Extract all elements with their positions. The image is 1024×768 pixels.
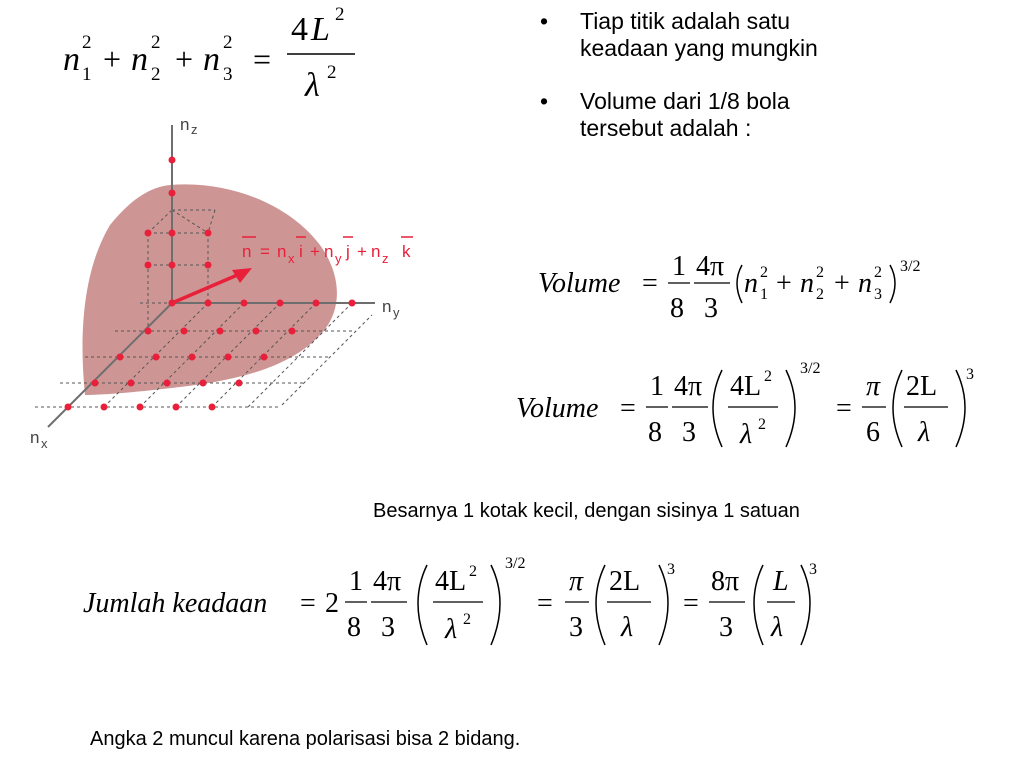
svg-text:3: 3 <box>223 64 233 85</box>
svg-text:2: 2 <box>151 64 161 85</box>
svg-text:4L: 4L <box>730 371 762 402</box>
svg-text:n: n <box>744 268 758 299</box>
svg-text:3: 3 <box>719 612 733 643</box>
svg-text:2: 2 <box>816 286 824 303</box>
bullet-dot: • <box>540 8 549 34</box>
svg-text:+: + <box>834 268 850 299</box>
svg-text:8: 8 <box>347 612 361 643</box>
svg-text:n: n <box>371 242 381 261</box>
svg-text:2: 2 <box>223 32 233 53</box>
svg-text:i: i <box>299 242 303 261</box>
svg-text:2: 2 <box>325 588 339 619</box>
svg-text:8: 8 <box>670 293 684 324</box>
svg-text:x: x <box>288 251 295 266</box>
svg-text:2: 2 <box>758 416 766 433</box>
svg-text:Volume: Volume <box>538 268 621 299</box>
equation-volume-2 <box>508 355 988 460</box>
svg-text:2: 2 <box>335 4 345 25</box>
svg-text:2: 2 <box>760 264 768 281</box>
svg-text:π: π <box>569 566 584 597</box>
label-ny: n <box>382 297 392 316</box>
svg-text:3: 3 <box>667 561 675 578</box>
svg-text:λ: λ <box>771 612 784 643</box>
svg-text:λ: λ <box>918 417 931 448</box>
svg-text:+: + <box>310 242 320 261</box>
svg-text:n: n <box>277 242 287 261</box>
svg-text:y: y <box>335 251 342 266</box>
svg-text:+: + <box>103 41 122 77</box>
bullet-text: Tiap titik adalah satu keadaan yang mungkin <box>580 8 818 61</box>
svg-text:Volume: Volume <box>516 393 599 424</box>
svg-text:λ: λ <box>445 614 458 645</box>
svg-text:3: 3 <box>682 417 696 448</box>
svg-text:λ: λ <box>740 419 753 450</box>
svg-text:λ: λ <box>305 67 320 104</box>
svg-text:j: j <box>346 242 350 261</box>
svg-text:2: 2 <box>327 62 337 83</box>
svg-text:4π: 4π <box>696 251 725 282</box>
svg-text:=: = <box>260 242 270 261</box>
svg-text:=: = <box>253 41 272 77</box>
eq1-n3: n <box>203 41 220 78</box>
polarization-note: Angka 2 muncul karena polarisasi bisa 2 bidang. <box>90 728 521 750</box>
svg-text:L: L <box>773 566 789 597</box>
svg-text:=: = <box>642 268 658 299</box>
eq1-n2: n <box>131 41 148 78</box>
sphere-octant-shape <box>83 184 337 395</box>
svg-text:λ: λ <box>621 612 634 643</box>
svg-text:8: 8 <box>648 417 662 448</box>
svg-text:2: 2 <box>463 611 471 628</box>
svg-text:n: n <box>858 268 872 299</box>
svg-text:z: z <box>382 251 389 266</box>
svg-text:3: 3 <box>966 366 974 383</box>
svg-text:2: 2 <box>151 32 161 53</box>
svg-text:1: 1 <box>760 286 768 303</box>
svg-text:8π: 8π <box>711 566 740 597</box>
svg-text:3/2: 3/2 <box>900 258 921 275</box>
svg-text:=: = <box>836 393 852 424</box>
svg-text:=: = <box>620 393 636 424</box>
svg-text:Jumlah keadaan: Jumlah keadaan <box>83 588 268 619</box>
svg-text:2: 2 <box>816 264 824 281</box>
svg-text:4: 4 <box>291 11 308 48</box>
bullet-item <box>538 88 858 142</box>
bullet-item <box>538 8 858 62</box>
svg-text:1: 1 <box>349 566 363 597</box>
label-nx: n <box>30 428 40 447</box>
octant-sphere-diagram <box>20 105 450 465</box>
svg-text:4L: 4L <box>435 566 467 597</box>
svg-text:z: z <box>191 122 198 137</box>
svg-text:+: + <box>776 268 792 299</box>
label-nz: n <box>180 115 190 134</box>
svg-text:n: n <box>800 268 814 299</box>
svg-text:y: y <box>393 305 400 320</box>
svg-text:2: 2 <box>874 264 882 281</box>
svg-text:4π: 4π <box>373 566 402 597</box>
svg-text:3: 3 <box>809 561 817 578</box>
eq1-n1: n <box>63 41 80 78</box>
equation-volume-1 <box>530 245 950 330</box>
svg-text:3: 3 <box>704 293 718 324</box>
svg-text:L: L <box>311 11 330 48</box>
svg-text:2L: 2L <box>609 566 641 597</box>
svg-text:=: = <box>683 588 699 619</box>
svg-text:n: n <box>242 242 252 261</box>
bullet-list <box>538 8 858 168</box>
svg-text:+: + <box>175 41 194 77</box>
svg-text:=: = <box>300 588 316 619</box>
svg-text:3/2: 3/2 <box>800 360 821 377</box>
svg-text:2L: 2L <box>906 371 938 402</box>
svg-text:=: = <box>537 588 553 619</box>
svg-text:k: k <box>402 242 411 261</box>
svg-text:3: 3 <box>874 286 882 303</box>
equation-sum-of-squares <box>55 0 365 110</box>
svg-text:3: 3 <box>569 612 583 643</box>
svg-text:2: 2 <box>764 368 772 385</box>
svg-text:2: 2 <box>469 563 477 580</box>
bullet-text: Volume dari 1/8 bola tersebut adalah : <box>580 88 790 141</box>
svg-text:2: 2 <box>82 32 92 53</box>
box-caption: Besarnya 1 kotak kecil, dengan sisinya 1 satuan <box>373 500 800 522</box>
bullet-dot: • <box>540 88 549 114</box>
svg-text:x: x <box>41 436 48 451</box>
equation-jumlah-keadaan <box>75 550 835 655</box>
svg-text:+: + <box>357 242 367 261</box>
svg-text:π: π <box>866 371 881 402</box>
svg-text:6: 6 <box>866 417 880 448</box>
svg-text:1: 1 <box>650 371 664 402</box>
svg-text:1: 1 <box>672 251 686 282</box>
svg-text:n: n <box>324 242 334 261</box>
svg-text:1: 1 <box>82 64 92 85</box>
svg-text:3: 3 <box>381 612 395 643</box>
svg-text:4π: 4π <box>674 371 703 402</box>
svg-text:3/2: 3/2 <box>505 555 526 572</box>
